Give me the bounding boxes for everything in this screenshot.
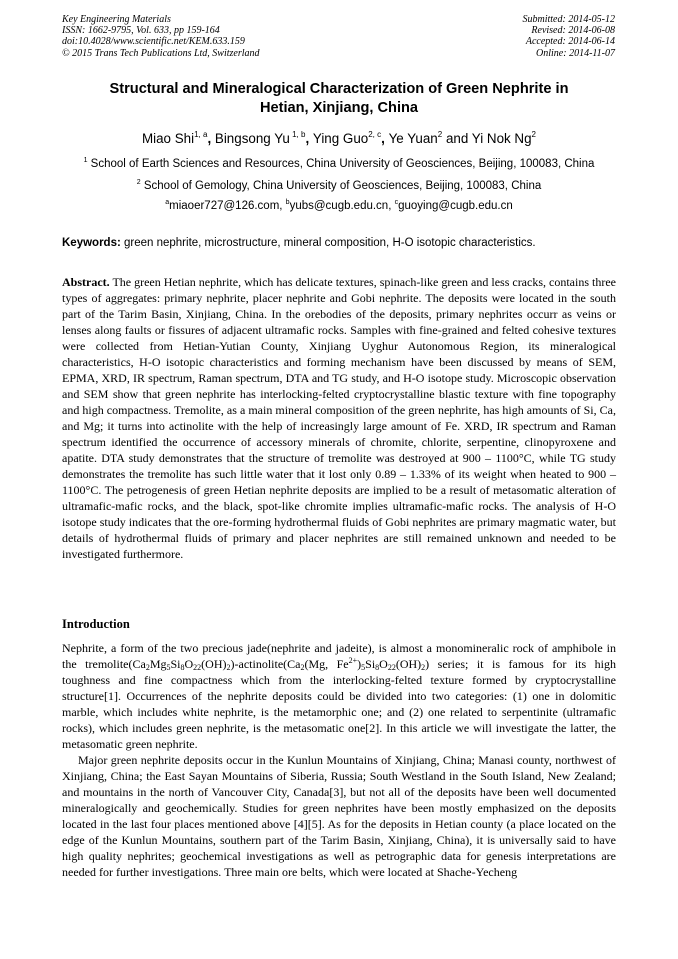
paragraph-text: Si: [170, 657, 181, 671]
author-sup: 1, b: [289, 130, 306, 139]
abstract-label: Abstract.: [62, 275, 110, 289]
author-sup: 1, a: [194, 130, 208, 139]
email-link[interactable]: yubs@cugb.edu.cn,: [289, 200, 395, 212]
intro-paragraph-1: [62, 640, 616, 752]
author-name: Ye Yuan: [388, 131, 438, 146]
paragraph-text: Mg: [149, 657, 167, 671]
author-sup: 2: [437, 130, 443, 139]
accepted-date: Accepted: 2014-06-14: [525, 36, 615, 48]
author-name: Ying Guo: [312, 131, 369, 146]
email-link[interactable]: miaoer727@126.com,: [169, 200, 286, 212]
chem-subscript: 8: [180, 663, 185, 672]
abstract-text: The green Hetian nephrite, which has delicate textures, spinach-like green and less cracks, contains three types of aggregates: primary nephrite, placer nephrite and Gobi nephrite. The deposits were located in the south part of the Tarim Basin, Xinjiang, China. In the orebodies of the deposits, primary nephrites occurr as veins or lenses along faults or fissures of adjacent ultramafic rocks. Samples with fine-grained and felted cohesive textures were collected from Hetian-Yutian County, Xinjiang Uyghur Autonomous Region, its mineralogical characteristics, H-O isotopic characteristics and forming mechanism have been discussed by means of SEM, EPMA, XRD, IR spectrum, Raman spectrum, DTA and TG study, and H-O isotope study. Microscopic observation and SEM show that green nephrite has interlocking-felted cryptocrystalline blastic texture with fine topography and high compactness. Tremolite, as a main mineral composition of the green nephrite, has high amounts of Si, Ca, and Mg; it turns into actinolite with the help of increasingly large amount of Fe. XRD, IR spectrum and Raman spectrum identified the occurrence of accessory minerals of chromite, chlorite, serpentine, clinopyroxene and apatite. DTA study demonstrates that the structure of tremolite was destroyed at 900 – 1100°C, while TG study demonstrates the tremolite has such little water that it lost only 0.89 – 1.33% of its weight when heated to 900 – 1100°C. The petrogenesis of green Hetian nephrite deposits are implied to be a result of metasomatic alteration of ultramafic-mafic rocks, and the black, spot-like chromite implies ultramafic-mafic rocks. The analysis of H-O isotope study indicates that the ore-forming hydrothermal fluids of Gobi nephrites are primary magmatic water, but details of hydrothermal fluids of primary and placer nephrites are still remained unknown and needed to be investigated furthermore.: [62, 275, 616, 561]
paper-title: [62, 80, 616, 118]
author-name: Bingsong Yu: [214, 131, 290, 146]
affiliation-1: [62, 157, 616, 172]
submission-dates: [523, 14, 616, 59]
author-sep: and: [442, 131, 472, 146]
author-sep: ,: [305, 131, 313, 146]
affiliation-sup: 1: [83, 157, 88, 164]
email-sup: a: [165, 199, 170, 206]
intro-paragraph-2: Major green nephrite deposits occur in the Kunlun Mountains of Xinjiang, China; Manasi county, northwest of Xinjiang, China; the East Sayan Mountains of Siberia, Russia; South Westland in the South Island, New Zealand; and mountains in the north of Vancouver City, Canada[3], but not all of the deposits have been well documented mineralogically and geochemically. Studies for green nephrites have been mostly emphasized on the deposits located in the last four places mentioned above [4][5]. As for the deposits in Hetian county (a place located on the edge of the Kunlun Mountains, southern part of the Tarim Basin, Xinjiang, China), it is universally said to have high quality nephrites; geochemical investigations as well as petrographic data for genesis interpretations are needed for further investigations. Three main ore belts, which were located at Shache-Yecheng: [62, 753, 616, 879]
title-line: Hetian, Xinjiang, China: [259, 100, 419, 116]
doi-line: doi:10.4028/www.scientific.net/KEM.633.159: [62, 36, 245, 48]
email-sup: b: [285, 199, 290, 206]
chem-subscript: 2: [300, 663, 305, 672]
paragraph-text: (OH): [201, 657, 227, 671]
chem-subscript: 2: [421, 663, 426, 672]
paragraph-text: (Mg, Fe: [304, 657, 349, 671]
paragraph-text: ) series; it is famous for its high toughness and fine compactness which from the interlocking-felted texture formed by cryptocrystalline structure[1]. Occurrences of the nephrite deposits could be divided into two categories: (1) one in dolomitic marble, which includes white nephrite, is the metamorphic one; and (2) one related to serpentinite (ultramafic rocks), which includes green nephrite, is the metasomatic one[2]. In this article we will investigate the latter, the metasomatic green nephrite.: [62, 657, 616, 751]
email-sup: c: [394, 199, 399, 206]
online-date: Online: 2014-11-07: [536, 47, 615, 59]
chem-subscript: 22: [193, 663, 202, 672]
paragraph-text: (OH): [395, 657, 422, 671]
chem-subscript: 5: [166, 663, 171, 672]
author-sup: 2, c: [368, 130, 382, 139]
paragraph-text: )-actinolite(Ca: [230, 657, 301, 671]
affiliation-2: [62, 179, 616, 194]
paragraph-text: ): [357, 657, 362, 671]
copyright-line: © 2015 Trans Tech Publications Ltd, Switzerland: [62, 47, 260, 59]
affiliation-text: School of Earth Sciences and Resources, China University of Geosciences, Beijing, 100083, China: [87, 158, 595, 170]
author-sup: 2: [531, 130, 536, 139]
chem-subscript: 22: [387, 663, 396, 672]
keywords: [62, 236, 616, 251]
paragraph-text: Nephrite, a form of the two precious jade(nephrite and jadeite), is almost a monomineralic rock of amphibole in the tremolite(Ca: [62, 641, 616, 671]
chem-superscript: 2+: [348, 656, 358, 665]
abstract: [62, 274, 616, 562]
keywords-text: green nephrite, microstructure, mineral composition, H-O isotopic characteristics.: [120, 237, 536, 249]
paragraph-text: O: [379, 657, 388, 671]
author-name: Yi Nok Ng: [471, 131, 532, 146]
submitted-date: Submitted: 2014-05-12: [522, 14, 615, 25]
paragraph-text: O: [184, 657, 194, 671]
revised-date: Revised: 2014-06-08: [531, 25, 615, 37]
author-name: Miao Shi: [141, 131, 195, 146]
section-heading-introduction: Introduction: [62, 617, 130, 631]
affiliation-sup: 2: [136, 179, 141, 186]
affiliation-text: School of Gemology, China University of Geosciences, Beijing, 100083, China: [140, 180, 542, 192]
chem-subscript: 5: [361, 663, 366, 672]
chem-subscript: 2: [226, 663, 231, 672]
author-list: [62, 130, 616, 148]
email-link[interactable]: guoying@cugb.edu.cn: [398, 200, 513, 212]
author-sep: ,: [207, 131, 215, 146]
keywords-label: Keywords:: [62, 237, 121, 249]
journal-info: [62, 14, 260, 59]
issn-line: ISSN: 1662-9795, Vol. 633, pp 159-164: [62, 25, 220, 37]
paragraph-text: Si: [365, 657, 376, 671]
journal-name: Key Engineering Materials: [62, 14, 171, 25]
chem-subscript: 2: [145, 663, 150, 672]
title-line: Structural and Mineralogical Characterization of Green Nephrite in: [109, 81, 569, 97]
author-emails: [62, 199, 616, 214]
author-sep: ,: [381, 131, 389, 146]
introduction-body: [62, 640, 616, 880]
chem-subscript: 8: [375, 663, 380, 672]
